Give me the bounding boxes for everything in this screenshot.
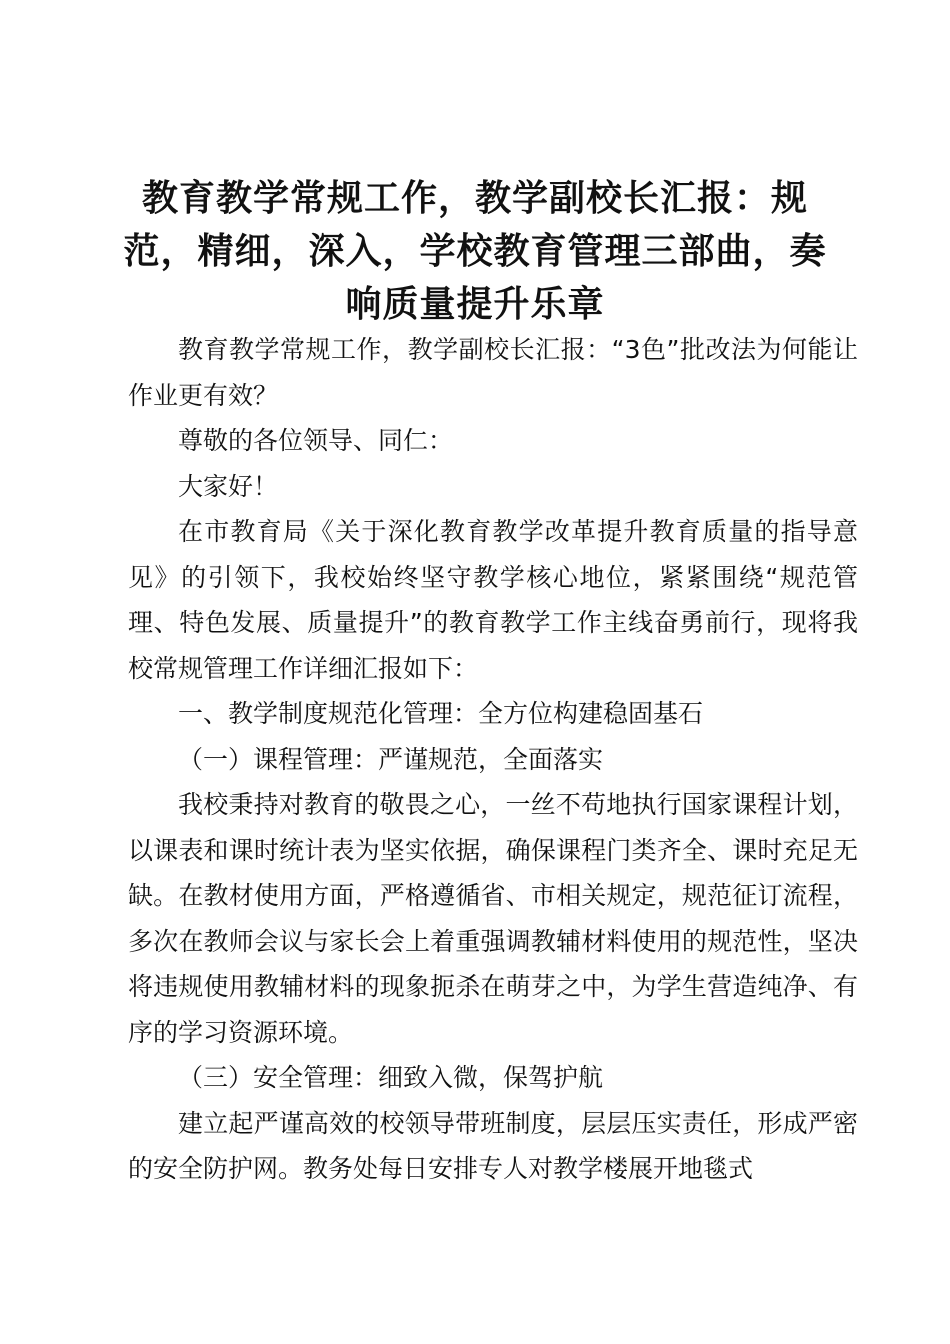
salutation-paragraph: 尊敬的各位领导、同仁： — [178, 426, 454, 455]
document-title: 教育教学常规工作，教学副校长汇报：规范，精细，深入，学校教育管理三部曲，奏响质量提升乐章 — [123, 178, 827, 325]
subtitle-paragraph: 教育教学常规工作，教学副校长汇报：“3色”批改法为何能让作业更有效？ — [128, 335, 858, 410]
section-heading: 一、教学制度规范化管理：全方位构建稳固基石 — [178, 699, 704, 728]
body-paragraph: 我校秉持对教育的敬畏之心，一丝不苟地执行国家课程计划，以课表和课时统计表为坚实依据，确保课程门类齐全、课时充足无缺。在教材使用方面，严格遵循省、市相关规定，规范征订流程，多次在教师会议与家长会上着重强调教辅材料使用的规范性，坚决将违规使用教辅材料的现象扼杀在萌芽之中，为学生营造纯净、有序的学习资源环境。 — [128, 790, 858, 1047]
subsection-heading: （三）安全管理：细致入微，保驾护航 — [178, 1063, 604, 1092]
greeting-paragraph: 大家好！ — [178, 471, 279, 501]
subsection-heading: （一）课程管理：严谨规范，全面落实 — [178, 744, 604, 774]
document-body — [128, 327, 858, 1192]
body-paragraph: 建立起严谨高效的校领导带班制度，层层压实责任，形成严密的安全防护网。教务处每日安排专人对教学楼展开地毯式 — [128, 1108, 858, 1183]
intro-paragraph: 在市教育局《关于深化教育教学改革提升教育质量的指导意见》的引领下，我校始终坚守教学核心地位，紧紧围绕“规范管理、特色发展、质量提升”的教育教学工作主线奋勇前行，现将我校常规管理工作详细汇报如下： — [128, 517, 858, 683]
